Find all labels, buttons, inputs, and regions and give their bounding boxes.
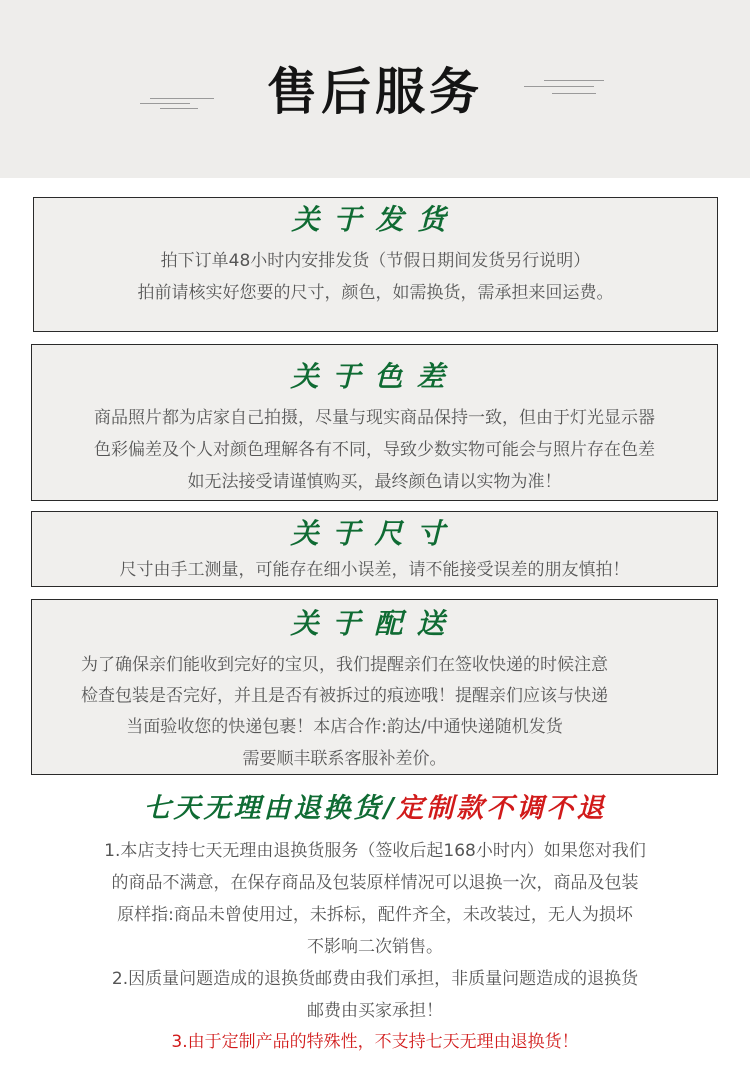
page-title: 售后服务	[267, 62, 483, 121]
delivery-title: 关于配送	[290, 607, 459, 640]
size-section	[31, 511, 718, 587]
return-policy-title-red: 定制款不调不退	[396, 793, 607, 824]
shipping-title: 关于发货	[291, 203, 460, 236]
shipping-line: 拍前请核实好您要的尺寸，颜色，如需换货，需承担来回运费。	[137, 283, 614, 303]
color-difference-section	[31, 344, 718, 501]
right-wave-decoration	[524, 80, 606, 98]
color-difference-line: 商品照片都为店家自己拍摄，尽量与现实商品保持一致，但由于灯光显示器	[94, 408, 655, 428]
header-banner	[0, 0, 750, 178]
shipping-section	[33, 197, 718, 332]
delivery-line: 为了确保亲们能收到完好的宝贝，我们提醒亲们在签收快递的时候注意	[81, 655, 608, 675]
size-title: 关于尺寸	[290, 517, 459, 550]
color-difference-title: 关于色差	[290, 360, 459, 393]
delivery-line: 检查包装是否完好，并且是否有被拆过的痕迹哦！提醒亲们应该与快递	[81, 686, 608, 706]
delivery-section	[31, 599, 718, 775]
shipping-line: 拍下订单48小时内安排发货（节假日期间发货另行说明）	[160, 251, 591, 271]
return-policy-line: 原样指:商品未曾使用过，未拆标，配件齐全，未改装过，无人为损坏	[117, 905, 633, 925]
delivery-line: 当面验收您的快递包裹！本店合作:韵达/中通快递随机发货	[126, 717, 563, 737]
return-policy-line: 不影响二次销售。	[307, 937, 443, 957]
return-policy-title-separator: /	[383, 793, 397, 824]
size-line: 尺寸由手工测量，可能存在细小误差，请不能接受误差的朋友慎拍！	[119, 560, 630, 580]
custom-product-notice: 3.由于定制产品的特殊性，不支持七天无理由退换货！	[171, 1032, 579, 1052]
return-policy-title-green: 七天无理由退换货	[143, 793, 384, 824]
return-policy-line: 1.本店支持七天无理由退换货服务（签收后起168小时内）如果您对我们	[104, 841, 646, 861]
color-difference-line: 如无法接受请谨慎购买，最终颜色请以实物为准！	[187, 472, 562, 492]
return-policy-line: 邮费由买家承担！	[307, 1001, 443, 1021]
color-difference-line: 色彩偏差及个人对颜色理解各有不同，导致少数实物可能会与照片存在色差	[94, 440, 655, 460]
delivery-line: 需要顺丰联系客服补差价。	[242, 749, 447, 769]
return-policy-title	[0, 786, 750, 825]
return-policy-line: 的商品不满意，在保存商品及包装原样情况可以退换一次，商品及包装	[111, 873, 639, 893]
return-policy-line: 2.因质量问题造成的退换货邮费由我们承担，非质量问题造成的退换货	[111, 969, 639, 989]
